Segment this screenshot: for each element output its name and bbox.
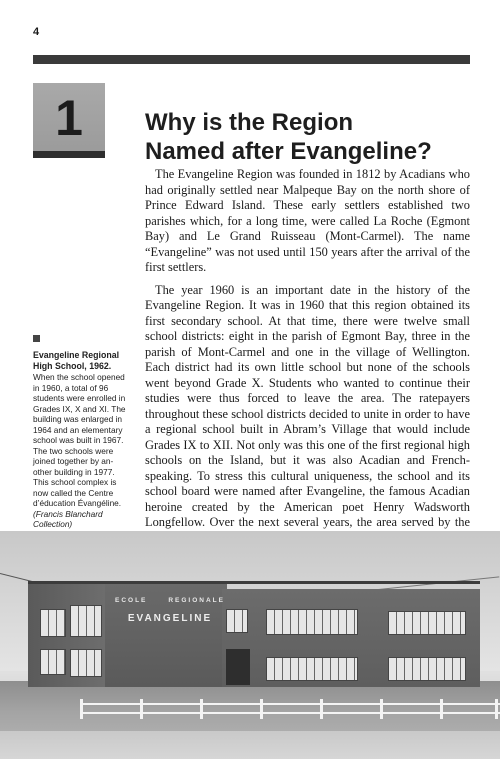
photo-road xyxy=(0,731,500,759)
paragraph-1: The Evangeline Region was founded in 1812 by Acadians who had originally settled near Malpeque Bay on the north shore of Prince Edward Island. These early settlers established two parishes which, for a long time, were called La Roche (Egmont Bay) and Le Grand Ruisseau (Mont-Carmel). The name “Evangeline” was not used until 150 years after the arrival of the first settlers. xyxy=(145,167,470,274)
fence-post xyxy=(320,699,323,719)
building-sign-name: EVANGELINE xyxy=(127,613,213,624)
chapter-number: 1 xyxy=(55,90,83,146)
school-photo xyxy=(0,531,500,759)
building-sign-small xyxy=(115,597,225,604)
building-window xyxy=(226,609,248,633)
building-window xyxy=(70,649,102,677)
building-window xyxy=(40,649,66,675)
chapter-title-line2: Named after Evangeline? xyxy=(145,138,432,165)
caption-title: Evangeline Regional High School, 1962. xyxy=(33,350,120,371)
caption-bullet xyxy=(33,335,40,342)
fence-rail xyxy=(80,712,500,714)
chapter-box-bar xyxy=(33,151,105,158)
building-roofline xyxy=(28,581,480,584)
building-window xyxy=(388,657,466,681)
caption-text: When the school opened in 1960, a total of 96 students were enrolled in Grades IX, X and XI. The building was enlarged in 1964 and an elementary school was built in 1967. The two schools were joined together by an- other building in 1977. This school complex is now called the Centre d’éducation Évangéline. xyxy=(33,372,126,508)
sign-word-regionale: REGIONALE xyxy=(168,597,225,604)
building-door xyxy=(226,649,250,685)
chapter-title-line1: Why is the Region xyxy=(145,109,354,136)
fence-post xyxy=(495,699,498,719)
photo-caption xyxy=(33,335,131,530)
fence-post xyxy=(440,699,443,719)
top-rule xyxy=(33,55,470,64)
caption-credit: (Francis Blanchard Collection) xyxy=(33,508,103,529)
fence-rail xyxy=(80,703,500,705)
building-window xyxy=(266,657,358,681)
fence-post xyxy=(260,699,263,719)
building-window xyxy=(70,605,102,637)
paragraph-2: The year 1960 is an important date in the history of the Evangeline Region. It was in 1960 that this region obtained its first secondary school. At that time, there were twelve small school districts: eight in the parish of Egmont Bay, three in the parish of Mont-Carmel and one in the village of Wellington. Each district had its own little school but none of the schools went beyond Grade X. Students who wanted to continue their studies were thus forced to leave the area. The ratepayers throughout these school districts decided to unite in order to have a regional school built in Abram’s Village that would include Grades IX to XII. Not only was this one of the first regional high schools on the Island, but it was also Acadian and French-speaking. To stress this cultural uniqueness, the school and its school board were named after Evangeline, the famous Acadian heroine created by the American poet Henry Wadsworth Longfellow. Over the next several years, the area served by the xyxy=(145,282,470,529)
fence-post xyxy=(380,699,383,719)
building-window xyxy=(388,611,466,635)
white-fence xyxy=(80,699,500,719)
fence-post xyxy=(80,699,83,719)
chapter-title xyxy=(145,108,475,166)
sign-word-ecole: ECOLE xyxy=(115,597,148,604)
building-window xyxy=(40,609,66,637)
fence-post xyxy=(140,699,143,719)
body-text xyxy=(145,167,470,553)
building-window xyxy=(266,609,358,635)
fence-post xyxy=(200,699,203,719)
chapter-number-box xyxy=(33,83,105,158)
page-number: 4 xyxy=(33,26,40,38)
